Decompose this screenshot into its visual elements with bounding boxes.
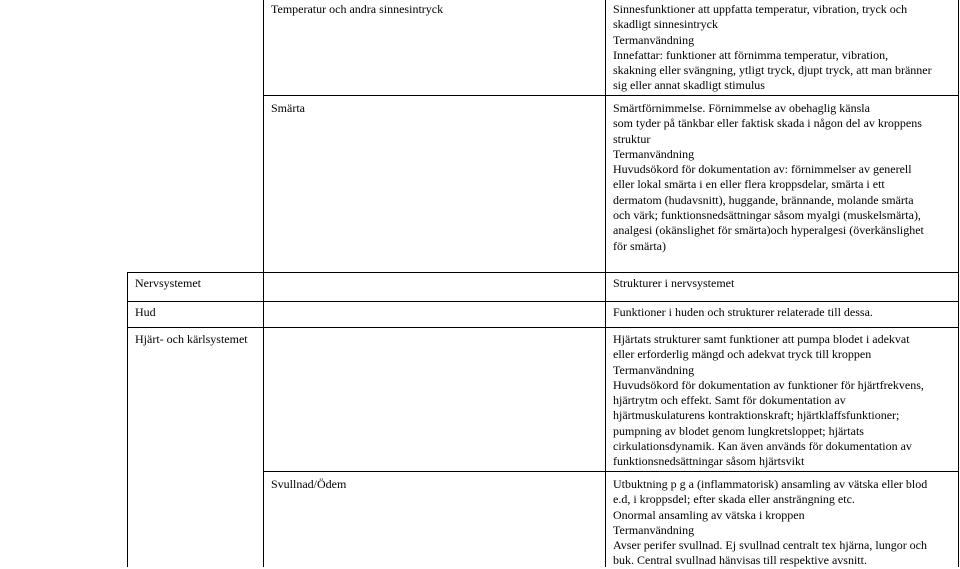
- description-line: Utbuktning p g a (inflammatorisk) ansamling av vätska eller blod: [613, 477, 928, 491]
- row-divider: [263, 95, 959, 96]
- row-category: [135, 276, 201, 291]
- row-divider: [127, 301, 959, 302]
- termanvandning-heading: Termanvändning: [613, 362, 695, 377]
- description-line: Huvudsökord för dokumentation av funktioner för hjärtfrekvens,: [613, 377, 924, 392]
- row-sublabel: [271, 477, 346, 492]
- description-line: som tyder på tänkbar eller faktisk skada i någon del av kroppens: [613, 116, 922, 131]
- description-line: hjärtmuskulaturens kontraktionskraft; hjärtklaffsfunktioner;: [613, 408, 900, 423]
- description-line: för smärta): [613, 238, 666, 253]
- description-line: Innefattar: funktioner att förnimma temperatur, vibration,: [613, 47, 889, 62]
- description-line: e.d, i kroppsdel; efter skada eller ansträngning etc.: [613, 492, 855, 507]
- row-divider: [127, 327, 959, 328]
- table-border-col3: [605, 0, 606, 567]
- description-line: Huvudsökord för dokumentation av: förnimmelser av generell: [613, 162, 912, 177]
- description-line: och värk; funktionsnedsättningar såsom myalgi (muskelsmärta),: [613, 208, 921, 223]
- description-line: skakning eller svängning, ytligt tryck, djupt tryck, att man bränner: [613, 63, 932, 78]
- description-line: analgesi (okänslighet för smärta)och hyperalgesi (överkänslighet: [613, 223, 924, 238]
- category-text: Hud: [135, 305, 156, 319]
- row-description: [613, 276, 734, 291]
- termanvandning-heading: Termanvändning: [613, 522, 695, 537]
- description-line: Smärtförnimmelse. Förnimmelse av obehaglig känsla: [613, 101, 870, 115]
- description-line: eller erforderlig mängd och adekvat tryck till kroppen: [613, 347, 872, 362]
- description-line: skadligt sinnesintryck: [613, 17, 718, 32]
- sublabel-text: Svullnad/Ödem: [271, 477, 347, 491]
- termanvandning-heading: Termanvändning: [613, 32, 695, 47]
- description-line: buk. Central svullnad hänvisas till respektive avsnitt.: [613, 553, 867, 568]
- description-line: Hjärtats strukturer samt funktioner att pumpa blodet i adekvat: [613, 332, 910, 346]
- row-divider: [127, 272, 959, 273]
- table-border-left: [127, 272, 128, 567]
- category-text: Nervsystemet: [135, 276, 201, 290]
- row-category: [135, 305, 156, 320]
- termanvandning-heading: Termanvändning: [613, 146, 695, 161]
- row-description: [613, 305, 873, 320]
- row-description: [613, 2, 932, 94]
- description-line: funktionsnedsättningar såsom hjärtsvikt: [613, 454, 805, 469]
- category-text: Hjärt- och kärlsystemet: [135, 332, 248, 346]
- description-line: hjärtrytm och effekt. Samt för dokumentation av: [613, 393, 846, 408]
- row-category: [135, 332, 248, 347]
- table-border-col2: [263, 0, 264, 567]
- description-line: sig eller annat skadligt stimulus: [613, 78, 765, 93]
- row-sublabel: [271, 2, 443, 17]
- row-description: [613, 101, 924, 254]
- description-line: Avser perifer svullnad. Ej svullnad centralt tex hjärna, lungor och: [613, 538, 928, 553]
- row-sublabel: [271, 101, 305, 116]
- row-divider: [263, 471, 959, 472]
- description-line: Sinnesfunktioner att uppfatta temperatur, vibration, tryck och: [613, 2, 908, 16]
- description-line: Strukturer i nervsystemet: [613, 276, 735, 290]
- description-line: cirkulationsdynamik. Kan även används för dokumentation av: [613, 439, 912, 454]
- row-description: [613, 332, 924, 470]
- description-line: pumpning av blodet genom lungkretsloppet; hjärtats: [613, 423, 864, 438]
- description-line: Funktioner i huden och strukturer relaterade till dessa.: [613, 305, 873, 319]
- table-border-right: [958, 0, 959, 567]
- description-line: eller lokal smärta i en eller flera kroppsdelar, smärta i ett: [613, 177, 885, 192]
- sublabel-text: Temperatur och andra sinnesintryck: [271, 2, 444, 16]
- description-line: Onormal ansamling av vätska i kroppen: [613, 507, 805, 522]
- row-description: [613, 477, 927, 569]
- sublabel-text: Smärta: [271, 101, 305, 115]
- description-line: struktur: [613, 131, 651, 146]
- description-line: dermatom (hudavsnitt), huggande, brännande, molande smärta: [613, 192, 914, 207]
